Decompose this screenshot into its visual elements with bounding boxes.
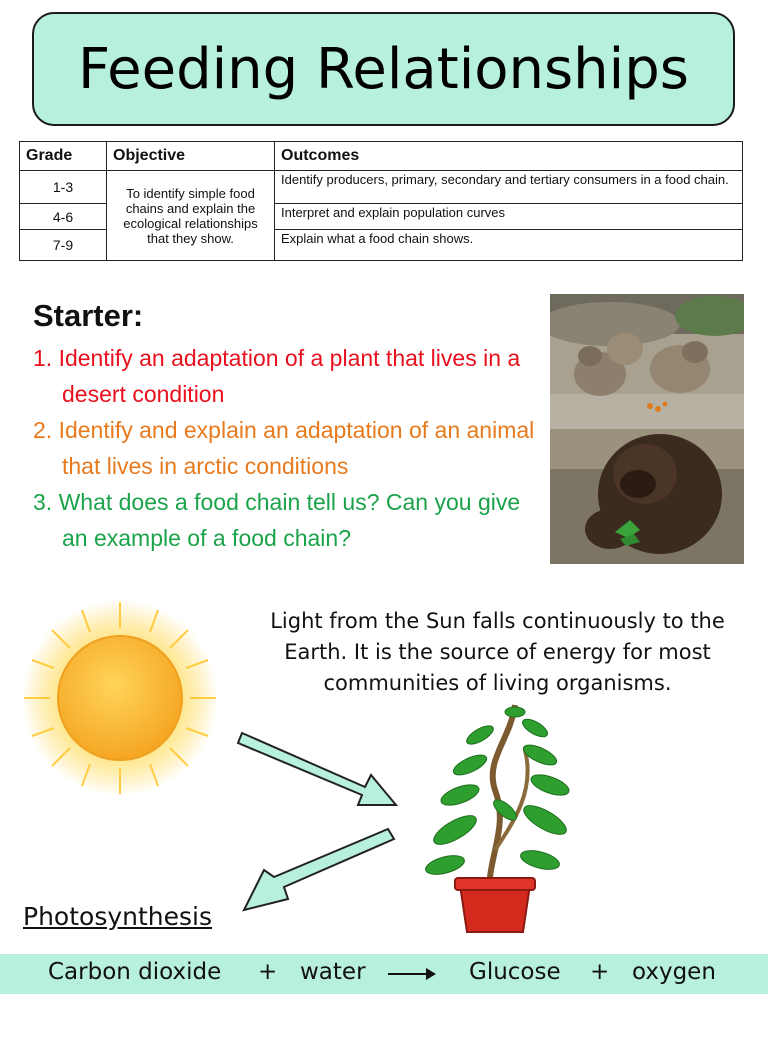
product-glucose: Glucose [469,959,561,985]
header-outcomes: Outcomes [275,142,743,171]
header-objective: Objective [107,142,275,171]
light-description: Light from the Sun falls continuously to the Earth. It is the source of energy for most communities of living organisms. [270,609,725,695]
outcome-cell: Explain what a food chain shows. [275,230,743,261]
plant-icon [415,700,585,935]
table-row [20,171,743,204]
arrow-left-icon [244,829,394,910]
objectives-table [19,141,743,261]
photosynthesis-equation [0,954,768,994]
product-oxygen: oxygen [632,959,716,985]
table-header-row [20,142,743,171]
arrow-right-icon [388,966,438,982]
plus-sign: + [590,959,610,985]
grade-cell: 1-3 [20,171,107,204]
reactant-carbon-dioxide: Carbon dioxide [48,959,222,985]
plus-sign: + [258,959,278,985]
clipped-text-line [30,1012,37,1038]
outcome-cell: Interpret and explain population curves [275,204,743,230]
arrow-right-icon [238,733,396,805]
header-grade: Grade [20,142,107,171]
outcome-cell: Identify producers, primary, secondary and tertiary consumers in a food chain. [275,171,743,204]
starter-item-3: 3. What does a food chain tell us? Can you give an example of a food chain? [33,489,521,551]
starter-heading: Starter: [33,298,144,333]
starter-item-1: 1. Identify an adaptation of a plant that lives in a desert condition [33,345,521,407]
starter-list [33,340,543,556]
grade-cell: 7-9 [20,230,107,261]
title-box [32,12,735,126]
starter-item-2: 2. Identify and explain an adaptation of an animal that lives in arctic conditions [33,417,535,479]
sun-icon [20,598,220,798]
photosynthesis-heading: Photosynthesis [23,902,213,931]
animals-photo [550,294,744,564]
grade-cell: 4-6 [20,204,107,230]
meerkats-gorilla-image [550,294,744,564]
energy-arrows [230,725,410,925]
reactant-water: water [300,959,366,985]
objective-cell: To identify simple food chains and explain the ecological relationships that they show. [107,171,275,261]
page-title: Feeding Relationships [78,36,689,102]
